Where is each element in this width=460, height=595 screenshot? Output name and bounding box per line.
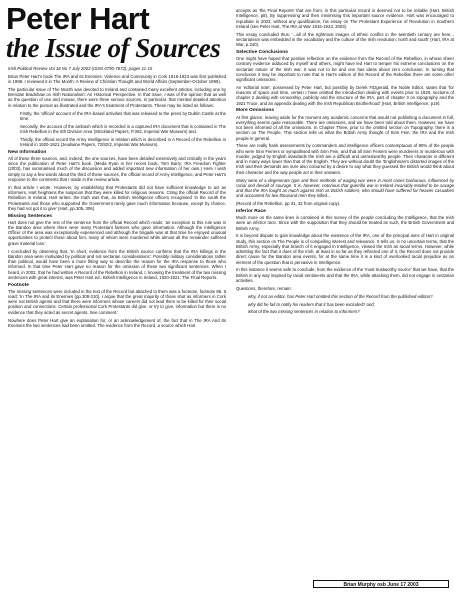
paragraph: An 'editorial note', possessed by Peter Hart, but possibly by Derek Fitzgerald, the Noble Editor, states that 'for reasons of space and time, certain I have omitted the introduction dealing with events prior to 1920, sections of chapter 2 dealing with censorship, publicity and the structure of the IRA, part of chapter 3 on topography and the 1921 Truce, and an appendix dealing with the Irish Republican Brotherhood' (Hart, British Intelligence, p19). <box>236 84 454 106</box>
paragraph: I concluded by observing that, 'In short, evidence from the British source confirms that the IRA killings in the Bandon area were motivated by political and not sectarian considerations'. Possibly military considerations rather than political, would have been a more fitting way to describe the reason for the IRA response to those who informed. In that time Peter Hart gave no reason for the omission of these two significant sentences. When I heard, in 2002, that he had written A Record of the Rebellion in Ireland, I, knowing the treatment of the two missing sentences with great interest, was Peter Hart ed.: British Intelligence in Ireland, 1920-1921: The Final Reports. <box>8 248 226 280</box>
publication-line: Irish Political Review Vol 18 No 7 July 2003 (ISSN 0790-7672), pages 11-15 <box>8 66 153 71</box>
author-signature-box: Brian Murphy osb June 17 2003 <box>313 580 449 588</box>
paragraph: All of these three sources, and, indeed, the one sources, have been detailed extensively and critically in the years since the publication of Peter Hart's book. (Meda Ryan in her recent book, Tom Barry: IRA Freedom Fighter (2003), has summarised much of the discussion and added important new information of her own.) Here I wish simply to say a few words about the third of these sources, the official record of Army Intelligence, and Peter Hart's response to the comments that I made in the review article. <box>8 155 226 182</box>
question-item-3: what of the two missing sentences in relation to informers? <box>248 309 360 315</box>
section-heading-missing-sentences: Missing Sentences <box>8 213 53 219</box>
article-header <box>6 1 232 63</box>
source-item-2: Secondly, the account of the ambush which is recorded in a captured IRA document that is contained in The Irish Rebellion in the 6th Division Area (Strickland Papers, P.362, Imperial War Museum) and. <box>20 123 226 134</box>
article-title: the Issue of Sources <box>6 33 221 63</box>
block-quote: Many were of a degenerate type and their methods of waging war were in most cases barbarous, influenced by racial and devoid of courage. It is, however, notorious that guerrilla war in Ireland invariably tended to be savage and that the IRA fought as much against Irish as British soldiers, who should have suffered far heavier casualties and accounted for two thousand men they killed... <box>236 177 454 199</box>
paragraph: This essay concluded thus: '...all of the rightmost images of ethnic conflict in the twentieth century are here... sectarianism was embedded in the vocabulary and the culture of the Irish revolution: north and south' (Hart, IRA at War, p.240). <box>236 31 454 48</box>
paragraph: The particular issue of The Month was devoted to Ireland and contained many excellent articles, including one by Brendan Bradshaw on Irish Nationalism: An Historical Perspective. In that issue, I was of the opinion that as well as the question of use and misuse, there were three serious sources, in particular, that merited detailed attention in relation to the pursuit as illustrated and the IRA's treatment of Protestants. These may be listed as follows: <box>8 86 226 108</box>
question-item-1: why, if not an editor, has Peter Hart omitted this section of the Record from the published edition? <box>248 293 433 299</box>
paragraph: The missing sentences were included in the text of the Record but attached to them was a footnote, footnote 86. It read: 'In The IRA and its Enemies (pp.308-310), I argue that the great majority of those shot as informers in Cork were not British agents and that there were informers whose careers did not lead them to be killed for their social position and connections. Certain professional Cork Protestants did give, or try to give, information but there is no evidence that they acted as secret agents. See comment.' <box>8 288 226 315</box>
section-heading-inferior-race: Inferior Race <box>236 208 266 214</box>
section-heading-footnote: Footnote <box>8 282 29 288</box>
paragraph: accepts as 'the Final Reports' that are from, in this particular record is deemed not to be reliable (Hart, British Intelligence, p8). By suppressing and then minimising this important source evidence, Hart was encouraged to repudiate in 2003, without any qualification, his essay on The Protestant Experience of Revolution in Southern Ireland (see Peter Hart, The IRA at War 1916-1923, 2003). <box>236 8 454 29</box>
paragraph: One might have hoped that positive reflection on the evidence from the Record of the Rebellion, in whose sheer contrary evidence adduced by myself and others, might have led Hart to temper his extreme conclusions on the sectarian nature of the Irish war. It was not to be and one has ideas about zero conclusion. In turning that conclusion it may be important to note that in Hart's edition of the Record of the Rebellion there are some other significant omissions. <box>236 56 454 83</box>
paragraph: It is beyond dispute to gain knowledge about the existence of the IRA, one of the principal aims of Hart in original study, this section on The People is of compelling interest and relevance. It tells us, in no uncertain terms, that the British Army, especially that branch of it engaged in Intelligence, viewed the Irish as racial terms. However, while admitting the fact that it does of the Irish, at least in so far as they reflected one of it, the Record does not provide direct cause for the Bandon area events, for at the same time it is a kind of overlooked racial prejudice as an element of the question that is pervasive in Intelligence. <box>236 233 454 265</box>
paragraph: These are really frank assessments by commanders and intelligence officers contemptuous of 80% of the people who were Sinn Feiners or sympathised with Sinn Fein, and that all Sinn Feiners were murderers or murderous with murder, judged by English standards the Irish are a difficult and untrustworthy people. Their character is different and in many ways lower than that of the English. They are without doubt the 'Englishman's distorted images of the Irish and their demands are sure also coloured by a desire to say what they guessed the British would think about their character and the way people act in their answers. <box>236 143 454 175</box>
section-heading-selective-conclusions: Selective Conclusions <box>236 49 288 55</box>
paragraph: Nowhere does Peter Hart give an explanation for, or an acknowledgement of, the fact that in The IRA And Its Enemies the two sentences had been omitted. The evidence from the Record, a source which Hart <box>8 317 226 328</box>
paragraph: Much more on the same lines is contained in this survey of the people concluding the Intelligence, that the Irish were an inferior race. Since with the supposition that they should be treated as such, the British Government and British Army. <box>236 215 454 231</box>
paragraph: In this instance it seems safe to conclude, from the evidence of the 'most trustworthy source' that we have, that the British in any way inspired by racial sentiments and that the IRA, while attacking them, did not engage in sectarian activities. <box>236 267 454 283</box>
section-heading-new-information: New Information <box>8 149 47 155</box>
paragraph: At first glance, leaving aside for the moment any academic concerns that would not publishing a document in full, everything seems quite reasonable. There are omissions, and we have been told about them. However, we have not been informed of all the omissions. In Chapter Three, prior to the omitted section on Topography, there is a section on The People. This section tells us what the British Army thought of Sinn Fein, the IRA and the Irish people in general. <box>236 114 454 141</box>
source-item-3: Thirdly, the official record the Army Intelligence in relation which is described in A Record of the Rebellion in Ireland in 1920-1921 (Jeudwine Papers, 72/82/2, Imperial War Museum). <box>20 136 226 147</box>
author-name: Peter Hart <box>6 1 150 36</box>
right-column <box>236 8 454 317</box>
quote-citation: (Record of the Rebellion, pp 31, 32 from original copy). <box>236 201 341 207</box>
paragraph: In that article I wrote: 'However, by establishing that Protestants did not have sufficient knowledge to act as informers, Hart heightens the suspicion that they were killed for religious reasons. Citing the official Record of the Rebellion in Ireland, Hart writes: the truth was that, as British Intelligence officers recognised 'in the south the Protestants and those who supported the Government rarely gave much information because, except by chance, they had not got it to give' (Hart, pp.305, 306). <box>8 184 226 211</box>
left-column <box>8 66 226 331</box>
source-item-1: Firstly, the 'official' account of the IRA-based activities that was released to the press by Dublin Castle at the time. <box>20 110 226 121</box>
paragraph: Questions, therefore, remain: <box>236 285 292 291</box>
section-heading-more-omissions: More Omissions <box>236 108 275 114</box>
paragraph: Hart does not give the rest of the sentence from the official Record which reads: 'an exception to this rule was in the Bandon area where there were many Protestant farmers who gave information. Although the Intelligence Officer of the area was exceptionally experienced and although the brigade was at that time he enjoyed unusual opportunities to protect those about him, many of whom were murdered while almost all the remainder suffered grave material loss.' <box>8 219 226 246</box>
paragraph: Brian Peter Hart's book The IRA and its Enemies: Violence and Community in Cork 1916-1923 was first published in 1998. I reviewed it in The Month: A Review of Christian Thought and World Affairs (September-October 1999). <box>8 73 226 85</box>
question-item-2: why did he fail to notify his readers that it has been excluded? and; <box>248 301 375 307</box>
